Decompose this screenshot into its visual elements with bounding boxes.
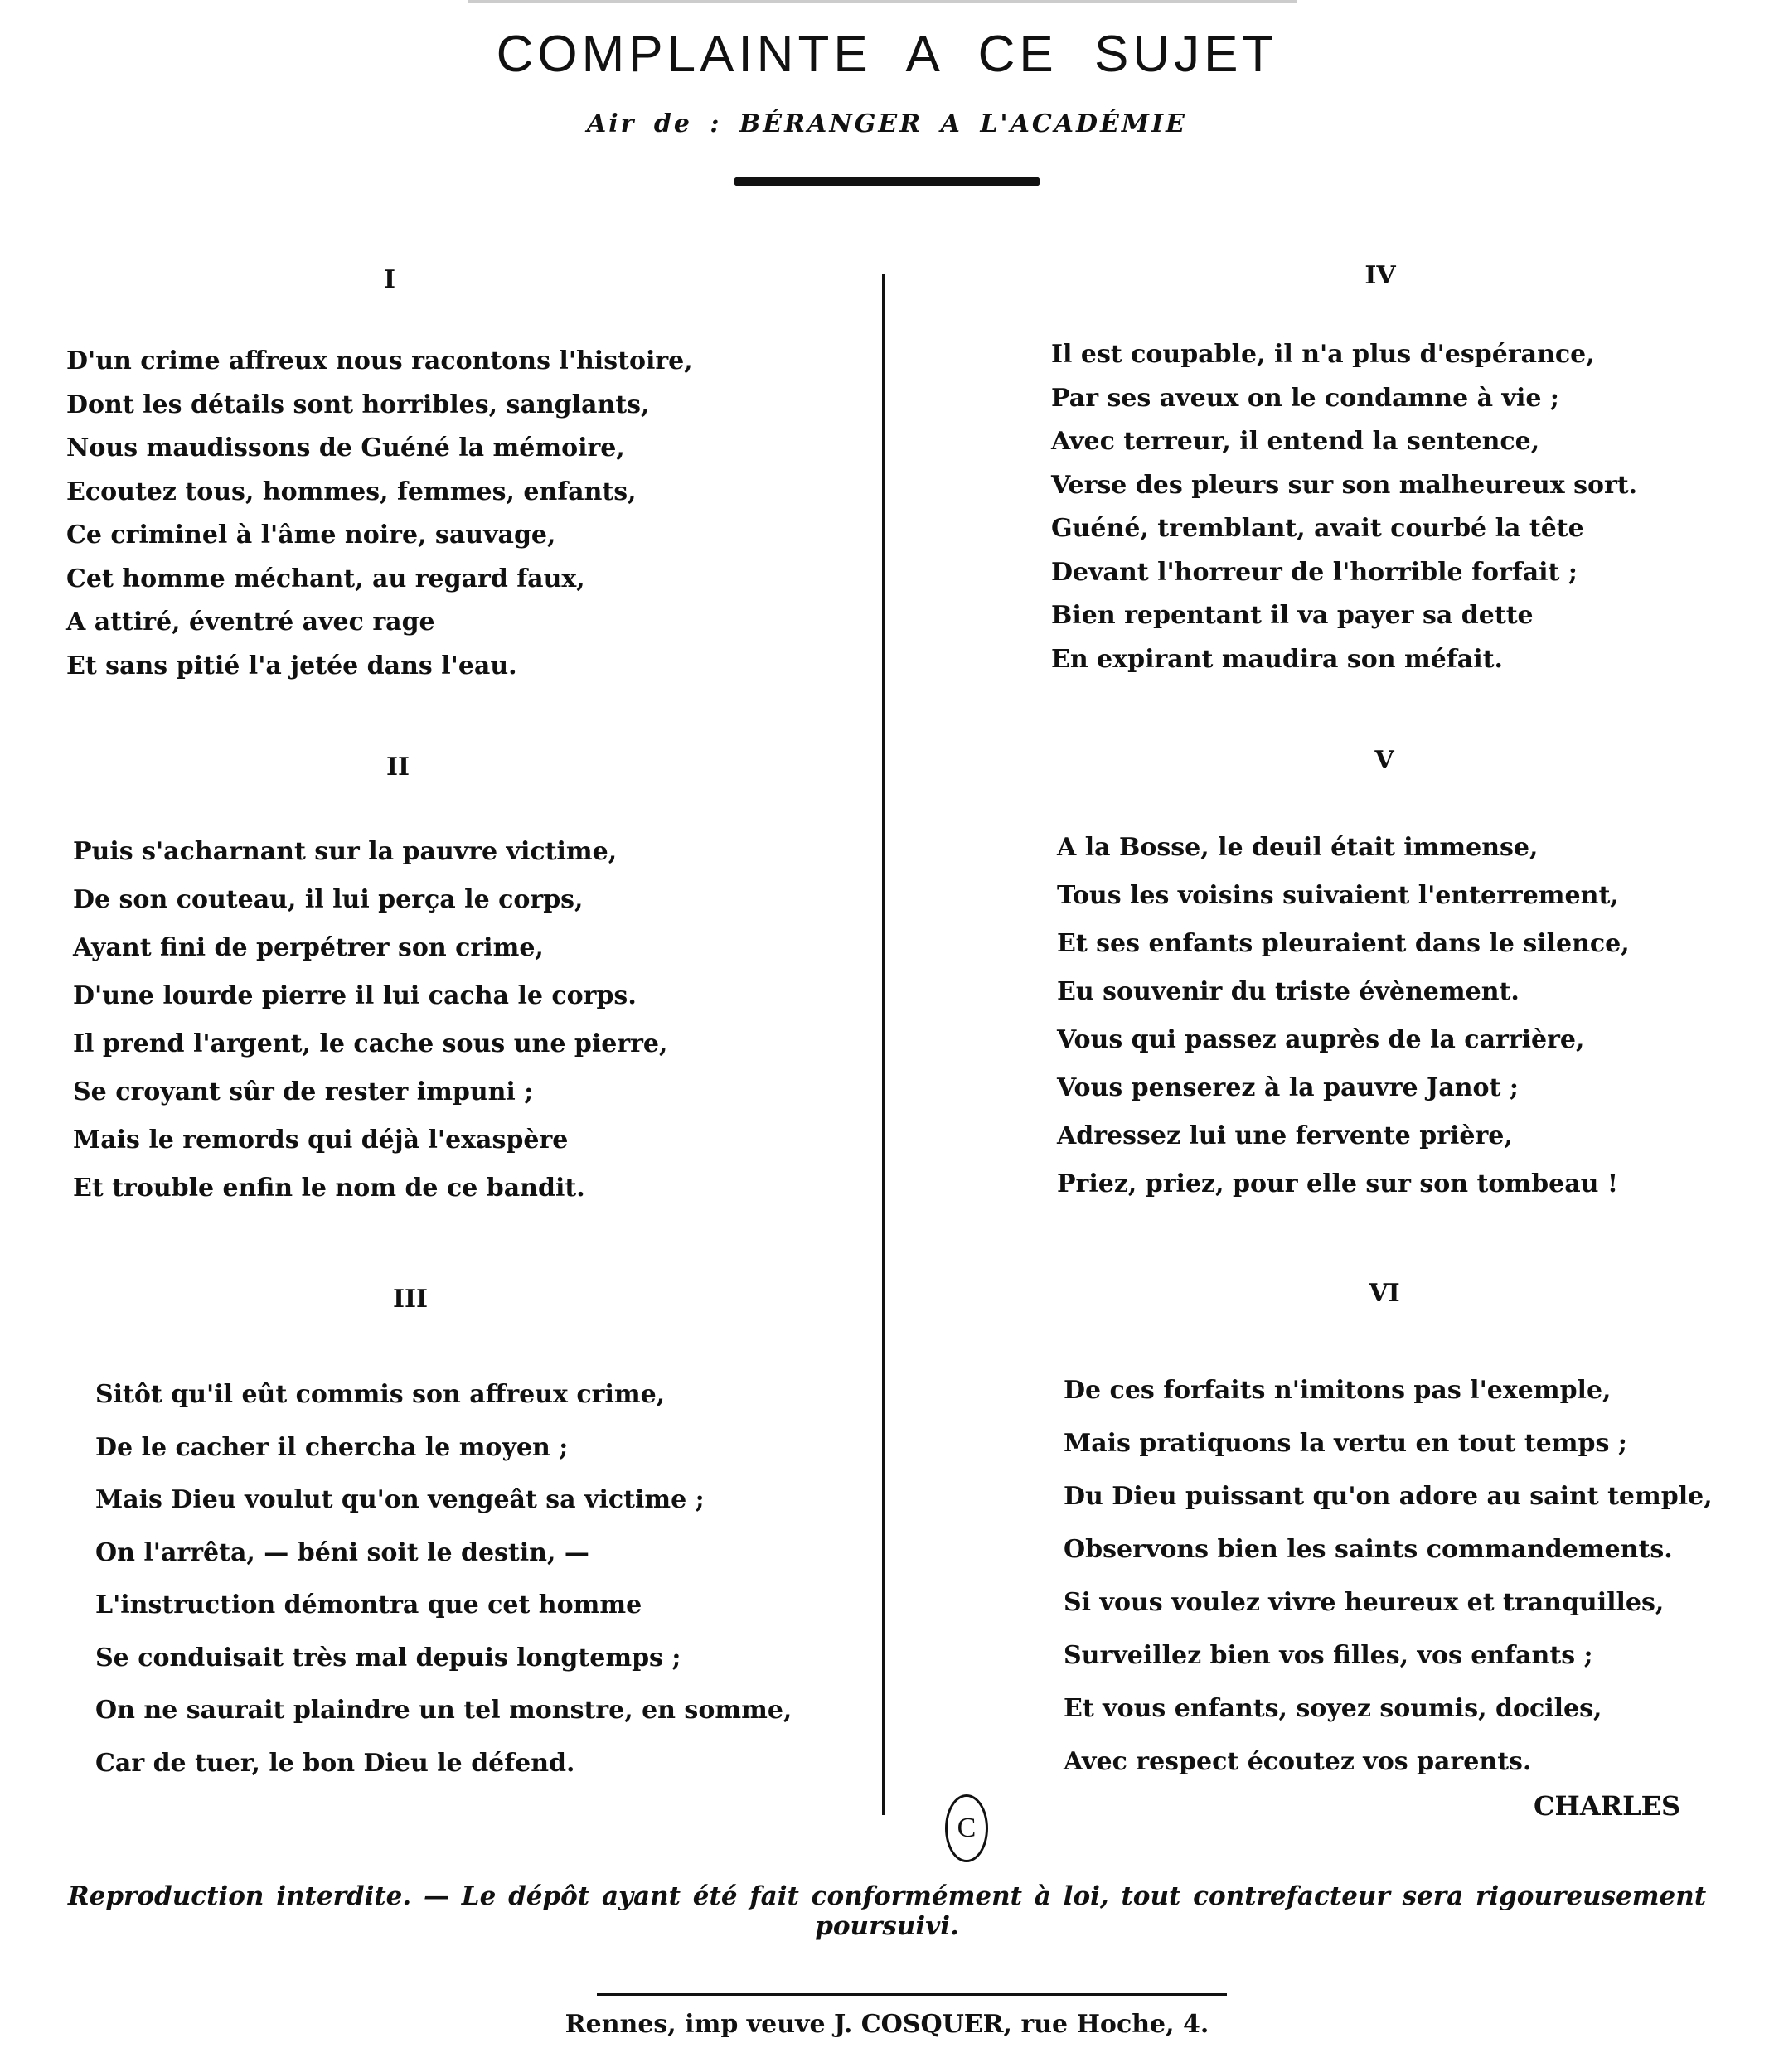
verse-line: Guéné, tremblant, avait courbé la tête xyxy=(1051,514,1584,543)
verse-line: Il prend l'argent, le cache sous une pierre, xyxy=(73,1029,668,1058)
verse-line: Mais pratiquons la vertu en tout temps ; xyxy=(1064,1429,1627,1458)
stanza-number: I xyxy=(383,265,396,294)
verse-line: En expirant maudira son méfait. xyxy=(1051,644,1503,674)
verse-line: Ce criminel à l'âme noire, sauvage, xyxy=(66,520,556,549)
stanza-number: II xyxy=(385,753,410,782)
copyright-stamp: C xyxy=(945,1794,988,1862)
stanza-number: IV xyxy=(1364,261,1396,290)
verse-line: Et vous enfants, soyez soumis, dociles, xyxy=(1064,1694,1602,1723)
verse-line: De ces forfaits n'imitons pas l'exemple, xyxy=(1064,1376,1612,1405)
verse-line: Observons bien les saints commandements. xyxy=(1064,1535,1673,1564)
verse-line: Eu souvenir du triste évènement. xyxy=(1057,977,1520,1006)
reproduction-notice: Reproduction interdite. — Le dépôt ayant été fait conformément à loi, tout contrefacteur sera rigoureusement poursuivi. xyxy=(67,1881,1707,1941)
verse-line: Surveillez bien vos filles, vos enfants ; xyxy=(1064,1641,1593,1670)
verse-line: Vous qui passez auprès de la carrière, xyxy=(1057,1025,1585,1054)
verse-line: Puis s'acharnant sur la pauvre victime, xyxy=(73,837,618,866)
verse-line: De le cacher il chercha le moyen ; xyxy=(95,1432,569,1462)
verse-line: Mais Dieu voulut qu'on vengeât sa victime ; xyxy=(95,1485,705,1514)
verse-line: Avec respect écoutez vos parents. xyxy=(1064,1747,1532,1776)
verse-line: Car de tuer, le bon Dieu le défend. xyxy=(95,1748,575,1778)
verse-line: Adressez lui une fervente prière, xyxy=(1057,1121,1513,1150)
verse-line: Ayant fini de perpétrer son crime, xyxy=(73,933,544,962)
verse-line: On ne saurait plaindre un tel monstre, en somme, xyxy=(95,1696,792,1725)
verse-line: Et sans pitié l'a jetée dans l'eau. xyxy=(66,651,517,680)
verse-line: Et ses enfants pleuraient dans le silence, xyxy=(1057,929,1630,958)
verse-line: Dont les détails sont horribles, sanglants, xyxy=(66,390,650,419)
verse-line: De son couteau, il lui perça le corps, xyxy=(73,885,584,914)
verse-line: Se croyant sûr de rester impuni ; xyxy=(73,1077,534,1106)
verse-line: Se conduisait très mal depuis longtemps ; xyxy=(95,1643,681,1673)
verse-line: Ecoutez tous, hommes, femmes, enfants, xyxy=(66,477,637,506)
bottom-rule xyxy=(597,1993,1227,1996)
verse-line: Il est coupable, il n'a plus d'espérance, xyxy=(1051,340,1595,369)
verse-line: Si vous voulez vivre heureux et tranquilles, xyxy=(1064,1588,1665,1617)
verse-line: Sitôt qu'il eût commis son affreux crime, xyxy=(95,1380,666,1409)
verse-line: Par ses aveux on le condamne à vie ; xyxy=(1051,383,1559,413)
verse-line: Verse des pleurs sur son malheureux sort. xyxy=(1051,470,1638,500)
verse-line: Devant l'horreur de l'horrible forfait ; xyxy=(1051,557,1578,587)
stanza-number: III xyxy=(392,1285,429,1314)
verse-line: A la Bosse, le deuil était immense, xyxy=(1057,833,1539,862)
page-title: COMPLAINTE A CE SUJET xyxy=(496,26,1278,83)
verse-line: D'une lourde pierre il lui cacha le corps. xyxy=(73,981,637,1010)
printer-imprint: Rennes, imp veuve J. COSQUER, rue Hoche, 4. xyxy=(565,2010,1209,2039)
verse-line: L'instruction démontra que cet homme xyxy=(95,1590,642,1619)
verse-line: Tous les voisins suivaient l'enterrement, xyxy=(1057,881,1619,910)
verse-line: Nous maudissons de Guéné la mémoire, xyxy=(66,433,625,462)
stanza-number: V xyxy=(1374,746,1394,775)
verse-line: Mais le remords qui déjà l'exaspère xyxy=(73,1126,569,1155)
verse-line: Du Dieu puissant qu'on adore au saint temple, xyxy=(1064,1482,1713,1511)
verse-line: D'un crime affreux nous racontons l'histoire, xyxy=(66,346,693,375)
verse-line: Priez, priez, pour elle sur son tombeau ! xyxy=(1057,1169,1619,1198)
page-subtitle: Air de : BÉRANGER A L'ACADÉMIE xyxy=(586,109,1188,138)
verse-line: Avec terreur, il entend la sentence, xyxy=(1051,427,1540,456)
verse-line: Bien repentant il va payer sa dette xyxy=(1051,601,1534,630)
signature: CHARLES xyxy=(1534,1790,1681,1822)
title-underline xyxy=(734,177,1040,186)
top-rule xyxy=(468,0,1297,3)
verse-line: Vous penserez à la pauvre Janot ; xyxy=(1057,1073,1519,1102)
verse-line: Cet homme méchant, au regard faux, xyxy=(66,564,585,593)
verse-line: Et trouble enfin le nom de ce bandit. xyxy=(73,1174,585,1203)
verse-line: On l'arrêta, — béni soit le destin, — xyxy=(95,1537,589,1567)
column-divider xyxy=(882,274,885,1815)
stanza-number: VI xyxy=(1369,1279,1400,1308)
verse-line: A attiré, éventré avec rage xyxy=(66,608,435,637)
